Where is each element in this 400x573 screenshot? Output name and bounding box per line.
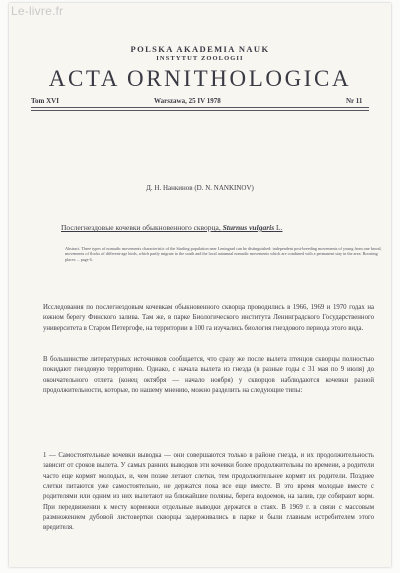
body-paragraph-1: Исследования по послегнездовым кочевкам обыкновенного скворца проводились в 1966, 1969 и 1970 годах на южном берегу Финского залива. Там же, в парке Биологического института Ленинградского Государственного университета в Старом Петергофе, на территории в 100 га изучались биология гнездового периода этого вида.	[43, 304, 374, 332]
place-date: Warszawa, 25 IV 1978	[154, 97, 221, 105]
article-title-latin: Sturnus vulgaris	[222, 223, 275, 232]
article-title	[61, 223, 361, 232]
issue-number: Nr 11	[346, 97, 363, 105]
header-rule-bottom	[31, 110, 369, 111]
volume-label: Tom XVI	[31, 97, 59, 105]
publisher-name: POLSKA AKADEMIA NAUK	[130, 44, 270, 54]
document-page	[9, 3, 391, 567]
watermark: Le-livre.fr	[11, 4, 64, 18]
body-paragraph-3: 1 — Самостоятельные кочевки выводка — они совершаются только в районе гнезда, и их продолжительность зависит от сроков вылета. У самых ранних выводков эти кочевки более продолжительны по времени, а родители часто еще кормят молодых, и, чем позже летают слетки, тем продолжительнее кормят их родители. Позднее слетки питаются уже самостоятельно, не держатся пока все еще вместе. В это время молодые вместе с родителями или одним из них вылетают на ближайшие поляны, берега водоемов, на залив, где собирают корм. При передвижении к месту кормежки отдельные выводки держатся в стаях. В 1969 г. в связи с массовым размножением дубовой листовертки скворцы задерживались в парке и были главным истребителем этого вредителя.	[43, 452, 374, 532]
article-author: Д. Н. Нанкинов (D. N. NANKINOV)	[146, 184, 254, 192]
article-title-end: L.	[274, 223, 283, 232]
article-title-main: Послегнездовые кочевки обыкновенного скворца,	[61, 223, 223, 232]
abstract: Abstract. Three types of nomadic movements characteristic of the Starling population near Leningrad can be distinguished: independent post-breeding movements of young from one brood, movements of flocks of different-age birds, which partly migrate to the south and the local autumnal nomadic movements which are combined with a permanent stay in the area. Roosting places ... page 6.	[65, 246, 382, 262]
journal-title: ACTA ORNITHOLOGICA	[48, 66, 352, 91]
institute-name: INSTYTUT ZOOLOGII	[156, 55, 244, 62]
body-paragraph-2: В большинстве литературных источников сообщается, что сразу же после вылета птенцов скворцы полностью покидают гнездовую территорию. Однако, с начала вылета из гнезда (в разные годы с 31 мая по 9 июля) до окончательного отлета (конец октября — начало ноября) у скворцов наблюдаются кочевки разной продолжительности, которые, по нашему мнению, можно разделить на следующие типы:	[43, 356, 374, 395]
header-rule-top	[31, 107, 369, 108]
